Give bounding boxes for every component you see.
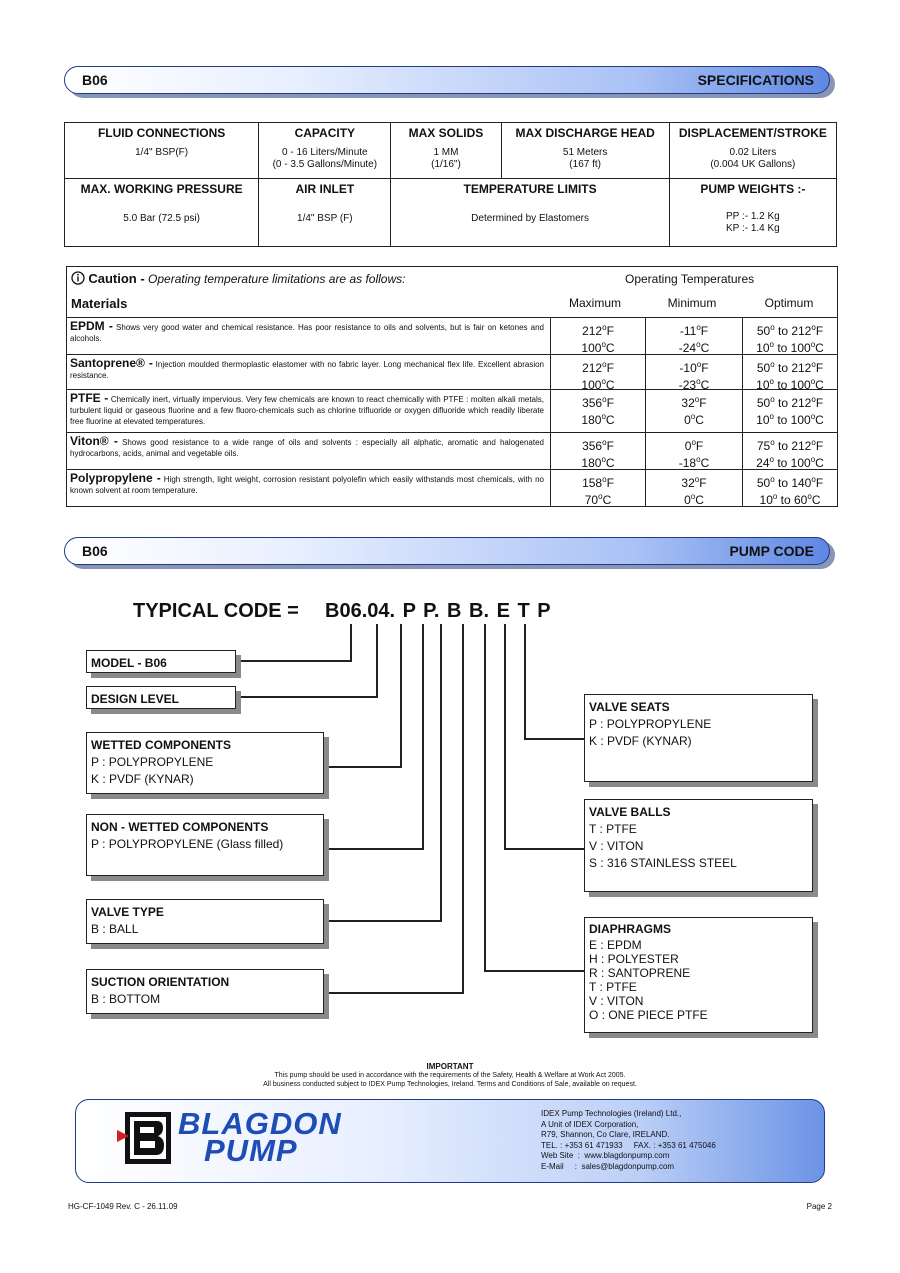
temperature-value: 212$^o$F xyxy=(582,360,614,375)
specifications-banner xyxy=(64,66,832,96)
important-notice xyxy=(0,1062,900,1089)
blagdon-logo-icon xyxy=(117,1110,173,1166)
spec-label: CAPACITY xyxy=(294,126,356,140)
material-name: PTFE - xyxy=(70,391,109,405)
temperature-value: 0$^o$C xyxy=(684,412,704,427)
box-title: WETTED COMPONENTS xyxy=(91,738,231,752)
degree-symbol: o xyxy=(694,475,700,484)
blagdon-logo-text xyxy=(178,1106,342,1168)
box-title: DIAPHRAGMS xyxy=(589,922,672,936)
degree-symbol: o xyxy=(769,340,774,349)
box-option: R : SANTOPRENE xyxy=(589,966,691,980)
max-pressure-cell xyxy=(65,179,259,247)
banner-model: B06 xyxy=(82,72,108,88)
caution-caption xyxy=(71,271,405,286)
box-option: B : BOTTOM xyxy=(91,992,161,1006)
temperature-value: -11$^o$F xyxy=(679,323,709,338)
caution-text: Operating temperature limitations are as follows: xyxy=(148,272,406,286)
suction-orientation-box xyxy=(86,969,324,1014)
design-level-box xyxy=(86,686,236,709)
degree-symbol: o xyxy=(696,323,701,332)
degree-symbol: o xyxy=(769,455,774,464)
opt-temp-cell xyxy=(742,355,837,392)
degree-symbol: o xyxy=(696,377,701,386)
degree-symbol: o xyxy=(770,323,775,332)
degree-symbol: o xyxy=(770,438,775,447)
connector-line xyxy=(504,624,506,850)
address-line: A Unit of IDEX Corporation, xyxy=(541,1119,639,1129)
typical-code-value: B06.04. P P. B B. E T P xyxy=(325,600,551,622)
temperature-value: 158$^o$F xyxy=(582,475,614,490)
valve-type-box xyxy=(86,899,324,944)
spec-label: MAX. WORKING PRESSURE xyxy=(80,182,243,196)
document-id: HG-CF-1049 Rev. C - 26.11.09 xyxy=(68,1202,178,1211)
degree-symbol: o xyxy=(810,412,816,421)
specifications-table xyxy=(64,122,837,247)
spec-value: (1/16") xyxy=(431,159,461,170)
temperature-value: 180$^o$C xyxy=(581,412,615,427)
connector-line xyxy=(400,624,402,768)
temperature-value: 75$^o$ to 212$^o$F xyxy=(756,438,824,453)
temperature-value: 32$^o$F xyxy=(681,475,707,490)
logo-line: BLAGDON xyxy=(178,1106,342,1141)
spec-value: PP :- 1.2 Kg xyxy=(726,211,780,222)
material-name: Viton® - xyxy=(70,434,118,448)
max-temp-cell xyxy=(550,390,645,432)
spec-value: 0 - 16 Liters/Minute xyxy=(282,147,368,158)
air-inlet-cell xyxy=(259,179,391,247)
connector-line xyxy=(422,624,424,850)
box-option: V : VITON xyxy=(589,994,644,1008)
box-title: NON - WETTED COMPONENTS xyxy=(91,820,269,834)
capacity-cell xyxy=(259,123,391,179)
column-minimum: Minimum xyxy=(667,296,717,310)
connector-line xyxy=(325,992,464,994)
spec-value: 0.02 Liters xyxy=(729,147,777,158)
column-optimum: Optimum xyxy=(764,296,814,310)
spec-value: 1/4" BSP(F) xyxy=(135,147,189,158)
degree-symbol: o xyxy=(601,340,606,349)
opt-temp-cell xyxy=(742,318,837,354)
connector-line xyxy=(325,766,402,768)
valve-balls-box xyxy=(584,799,813,892)
box-title: MODEL - B06 xyxy=(91,656,167,670)
temperature-limits-cell xyxy=(391,179,669,247)
important-line: All business conducted subject to IDEX Pump Technologies, Ireland. Terms and Conditions of Sale, available on request. xyxy=(263,1081,637,1088)
degree-symbol: o xyxy=(598,492,603,501)
connector-line xyxy=(237,660,352,662)
connector-line xyxy=(325,848,424,850)
banner-bar xyxy=(64,537,830,565)
spec-value: (0 - 3.5 Gallons/Minute) xyxy=(272,159,378,170)
box-option: T : PTFE xyxy=(589,822,637,836)
material-description: Viton® - Shows good resistance to a wide range of oils and solvents : especially all alphatic, aromatic and halogenated hydrocarbons, acids, animal and vegetable oils. xyxy=(70,434,544,458)
valve-seats-box xyxy=(584,694,813,782)
temperature-value: 180$^o$C xyxy=(581,455,615,470)
box-title: VALVE SEATS xyxy=(589,700,670,714)
logo-line: PUMP xyxy=(204,1133,298,1168)
connector-line xyxy=(237,696,378,698)
spec-label: DISPLACEMENT/STROKE xyxy=(678,126,827,140)
material-description: EPDM - Shows very good water and chemical resistance. Has poor resistance to oils and solvents, but is fair on ketones and alcohols. xyxy=(70,319,545,343)
temperature-value: 100$^o$C xyxy=(581,377,615,392)
temperature-value: 0$^o$F xyxy=(684,438,704,453)
material-row xyxy=(67,317,837,354)
non-wetted-components-box xyxy=(86,814,324,876)
degree-symbol: o xyxy=(694,395,700,404)
degree-symbol: o xyxy=(811,395,816,404)
box-title: DESIGN LEVEL xyxy=(91,692,180,706)
connector-line xyxy=(524,738,584,740)
materials-heading: Materials xyxy=(71,296,128,311)
address-line: R79, Shannon, Co Clare, IRELAND. xyxy=(541,1130,670,1139)
box-option: S : 316 STAINLESS STEEL xyxy=(589,856,737,870)
spec-label: PUMP WEIGHTS :- xyxy=(700,182,806,196)
degree-symbol: o xyxy=(770,395,775,404)
banner-model: B06 xyxy=(82,543,108,559)
website-link[interactable]: Web Site : www.blagdonpump.com xyxy=(541,1151,670,1160)
degree-symbol: o xyxy=(601,455,606,464)
degree-symbol: o xyxy=(696,360,702,369)
degree-symbol: o xyxy=(602,360,607,369)
degree-symbol: o xyxy=(811,323,816,332)
degree-symbol: o xyxy=(602,323,607,332)
temperature-value: -10$^o$F xyxy=(679,360,709,375)
banner-title: PUMP CODE xyxy=(729,543,814,559)
material-description: Santoprene® - Injection moulded thermoplastic elastomer with no fabric layer. Long mechanical flex life. Excellent abrasion resistance. xyxy=(70,356,544,380)
box-option: P : POLYPROPYLENE xyxy=(91,755,214,769)
temperature-value: -18$^o$C xyxy=(678,455,710,470)
max-discharge-head-cell xyxy=(501,123,669,179)
temperature-value: 70$^o$C xyxy=(584,492,612,507)
temperature-value: -23$^o$C xyxy=(678,377,710,392)
max-solids-cell xyxy=(391,123,501,179)
degree-symbol: o xyxy=(810,455,816,464)
max-temp-cell xyxy=(550,355,645,392)
material-row xyxy=(67,432,837,469)
degree-symbol: o xyxy=(810,340,816,349)
email-link[interactable]: E-Mail : sales@blagdonpump.com xyxy=(541,1161,675,1171)
material-name: EPDM - xyxy=(70,319,113,333)
banner-title: SPECIFICATIONS xyxy=(697,72,814,88)
temperature-value: 50$^o$ to 212$^o$F xyxy=(756,323,824,338)
box-option: P : POLYPROPYLENE xyxy=(589,717,712,731)
model-box xyxy=(86,650,236,673)
operating-temperatures-heading: Operating Temperatures xyxy=(625,272,755,286)
box-option: V : VITON xyxy=(589,839,644,853)
degree-symbol: o xyxy=(770,475,775,484)
box-option: T : PTFE xyxy=(589,980,637,994)
temperature-value: 32$^o$F xyxy=(681,395,707,410)
box-title: SUCTION ORIENTATION xyxy=(91,975,230,989)
temperature-value: 356$^o$F xyxy=(582,438,614,453)
temperature-value: 10$^o$ to 100$^o$C xyxy=(756,340,824,355)
connector-line xyxy=(462,624,464,994)
box-title: VALVE BALLS xyxy=(589,805,671,819)
spec-label: AIR INLET xyxy=(295,182,355,196)
connector-line xyxy=(484,624,486,972)
company-address xyxy=(541,1109,716,1172)
connector-line xyxy=(325,920,442,922)
degree-symbol: o xyxy=(811,438,816,447)
degree-symbol: o xyxy=(690,492,696,501)
degree-symbol: o xyxy=(601,377,606,386)
material-row xyxy=(67,469,837,507)
degree-symbol: o xyxy=(602,438,607,447)
temperature-value: 10$^o$ to 60$^o$C xyxy=(759,492,821,507)
box-option: K : PVDF (KYNAR) xyxy=(589,734,692,748)
degree-symbol: o xyxy=(807,492,812,501)
degree-symbol: o xyxy=(696,340,701,349)
material-name: Santoprene® - xyxy=(70,356,153,370)
spec-value: KP :- 1.4 Kg xyxy=(726,223,780,234)
degree-symbol: o xyxy=(810,377,816,386)
displacement-cell xyxy=(669,123,836,179)
temperature-value: 50$^o$ to 140$^o$F xyxy=(756,475,824,490)
fluid-connections-cell xyxy=(65,123,259,179)
diaphragms-box xyxy=(584,917,813,1033)
degree-symbol: o xyxy=(601,412,606,421)
min-temp-cell xyxy=(645,390,742,432)
material-description: Polypropylene - High strength, light weight, corrosion resistant polyolefin which easily withstands most chemicals, with no known solvent at room temperature. xyxy=(70,471,544,495)
box-option: O : ONE PIECE PTFE xyxy=(589,1008,708,1022)
temperature-value: 212$^o$F xyxy=(582,323,614,338)
opt-temp-cell xyxy=(742,433,837,469)
temperature-value: 10$^o$ to 100$^o$C xyxy=(756,412,824,427)
spec-label: TEMPERATURE LIMITS xyxy=(463,182,597,196)
box-option: K : PVDF (KYNAR) xyxy=(91,772,194,786)
degree-symbol: o xyxy=(811,475,816,484)
degree-symbol: o xyxy=(602,475,607,484)
connector-line xyxy=(350,624,352,662)
connector-line xyxy=(504,848,584,850)
degree-symbol: o xyxy=(696,455,701,464)
degree-symbol: o xyxy=(690,412,696,421)
degree-symbol: o xyxy=(770,360,775,369)
box-option: H : POLYESTER xyxy=(589,952,679,966)
connector-line xyxy=(440,624,442,922)
temperature-value: 100$^o$C xyxy=(581,340,615,355)
box-option: E : EPDM xyxy=(589,938,642,952)
address-line: IDEX Pump Technologies (Ireland) Ltd., xyxy=(541,1109,682,1118)
temperature-value: 0$^o$C xyxy=(684,492,704,507)
spec-value: (167 ft) xyxy=(569,159,601,170)
degree-symbol: o xyxy=(769,412,774,421)
connector-line xyxy=(484,970,584,972)
max-temp-cell xyxy=(550,433,645,469)
material-description: PTFE - Chemically inert, virtually impervious. Very few chemicals are known to react chemically with PTFE : molten alkali metals, turbulent liquid or gaseous fluorine and a few fluoro-chemicals such as chlorine trifluoride or oxygen difluoride which readily liberate free fluorine at elevated temperatures. xyxy=(70,391,544,426)
material-name: Polypropylene - xyxy=(70,471,161,485)
spec-label: MAX DISCHARGE HEAD xyxy=(515,126,655,140)
info-icon xyxy=(71,271,85,285)
spec-label: FLUID CONNECTIONS xyxy=(97,126,226,140)
wetted-components-box xyxy=(86,732,324,794)
spec-value: 1 MM xyxy=(433,147,459,158)
page-number: Page 2 xyxy=(806,1202,832,1211)
connector-line xyxy=(376,624,378,698)
max-temp-cell xyxy=(550,318,645,354)
materials-table xyxy=(66,266,838,507)
degree-symbol: o xyxy=(811,360,816,369)
degree-symbol: o xyxy=(691,438,696,447)
column-maximum: Maximum xyxy=(568,296,621,310)
temperature-value: 356$^o$F xyxy=(582,395,614,410)
temperature-value: 50$^o$ to 212$^o$F xyxy=(756,360,824,375)
box-title: VALVE TYPE xyxy=(91,905,164,919)
temperature-value: -24$^o$C xyxy=(678,340,710,355)
spec-value: Determined by Elastomers xyxy=(471,213,589,224)
phone-fax: TEL. : +353 61 471933 FAX. : +353 61 475046 xyxy=(541,1140,716,1150)
temperature-value: 10$^o$ to 100$^o$C xyxy=(756,377,824,392)
temperature-value: 50$^o$ to 212$^o$F xyxy=(756,395,824,410)
spec-value: 1/4" BSP (F) xyxy=(297,213,353,224)
caution-label: Caution - xyxy=(88,271,145,286)
degree-symbol: o xyxy=(602,395,607,404)
box-option: P : POLYPROPYLENE (Glass filled) xyxy=(91,837,284,851)
pump-code-banner xyxy=(64,537,832,567)
opt-temp-cell xyxy=(742,470,837,507)
material-row xyxy=(67,389,837,432)
material-row xyxy=(67,354,837,392)
spec-value: 51 Meters xyxy=(562,147,608,158)
typical-code-label: TYPICAL CODE = xyxy=(133,600,299,622)
degree-symbol: o xyxy=(769,377,774,386)
opt-temp-cell xyxy=(742,390,837,432)
min-temp-cell xyxy=(645,355,742,392)
spec-label: MAX SOLIDS xyxy=(408,126,484,140)
max-temp-cell xyxy=(550,470,645,507)
spec-value: 5.0 Bar (72.5 psi) xyxy=(123,213,200,224)
connector-line xyxy=(524,624,526,740)
spec-value: (0.004 UK Gallons) xyxy=(710,159,796,170)
important-line: This pump should be used in accordance with the requirements of the Safety, Health & Welfare at Work Act 2005. xyxy=(274,1072,626,1079)
degree-symbol: o xyxy=(772,492,778,501)
temperature-value: 24$^o$ to 100$^o$C xyxy=(756,455,824,470)
pump-weights-cell xyxy=(669,179,836,247)
box-option: B : BALL xyxy=(91,922,139,936)
min-temp-cell xyxy=(645,318,742,354)
min-temp-cell xyxy=(645,470,742,507)
min-temp-cell xyxy=(645,433,742,469)
important-title: IMPORTANT xyxy=(426,1062,474,1071)
